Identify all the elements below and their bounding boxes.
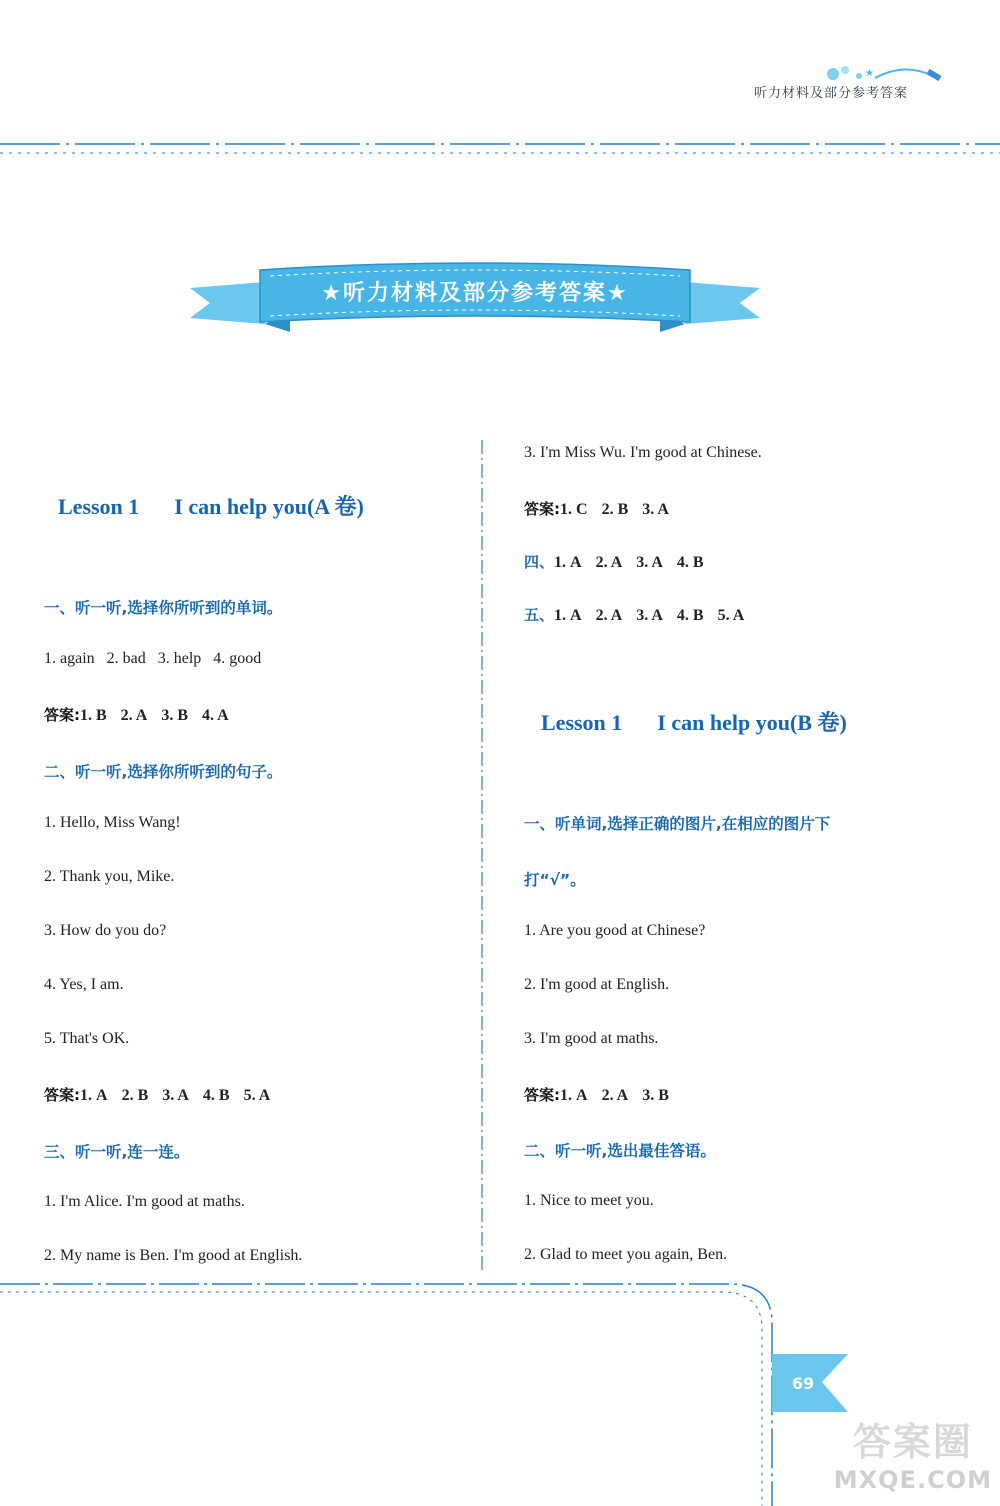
top-divider <box>0 140 1000 160</box>
column-divider <box>481 440 483 1270</box>
answer-row: 答案:1. A 2. A 3. B <box>524 1086 669 1104</box>
section-1-heading: 一、听一听,选择你所听到的单词。 <box>44 599 283 617</box>
sentence-line: 2. Glad to meet you again, Ben. <box>524 1246 728 1263</box>
sentence-line: 2. My name is Ben. I'm good at English. <box>44 1247 303 1264</box>
sentence-line: 5. That's OK. <box>44 1030 130 1047</box>
answer-row: 答案:1. B 2. A 3. B 4. A <box>44 706 229 724</box>
lesson-a-title: Lesson 1 I can help you(A 卷) <box>58 494 364 519</box>
watermark-logo: 答案圈 MXQE.COM <box>833 1420 992 1494</box>
section-b2-heading: 二、听一听,选出最佳答语。 <box>524 1142 716 1160</box>
answer-row: 答案:1. C 2. B 3. A <box>524 500 669 518</box>
sentence-line: 4. Yes, I am. <box>44 976 124 993</box>
sentence-line: 1. I'm Alice. I'm good at maths. <box>44 1193 245 1210</box>
sentence-line: 1. Hello, Miss Wang! <box>44 814 181 831</box>
section-b1-heading: 一、听单词,选择正确的图片,在相应的图片下 <box>524 815 831 833</box>
sentence-line: 3. How do you do? <box>44 922 167 939</box>
sentence-line: 2. Thank you, Mike. <box>44 868 175 885</box>
page-number: 69 <box>791 1374 815 1393</box>
answer-row: 五、1. A 2. A 3. A 4. B 5. A <box>524 606 745 624</box>
sentence-line: 1. Are you good at Chinese? <box>524 922 706 939</box>
sentence-line: 3. I'm Miss Wu. I'm good at Chinese. <box>524 444 762 461</box>
banner-title: ★听力材料及部分参考答案★ <box>321 281 629 306</box>
answer-row: 四、1. A 2. A 3. A 4. B <box>524 553 704 571</box>
sentence-line: 3. I'm good at maths. <box>524 1030 659 1047</box>
answer-row: 答案:1. A 2. B 3. A 4. B 5. A <box>44 1086 271 1104</box>
svg-text:★: ★ <box>865 68 874 79</box>
sentence-line: 1. Nice to meet you. <box>524 1192 654 1209</box>
word-list: 1. again 2. bad 3. help 4. good <box>44 650 262 667</box>
section-b1-heading-cont: 打“√”。 <box>524 871 586 889</box>
sentence-line: 2. I'm good at English. <box>524 976 670 993</box>
header-note: 听力材料及部分参考答案 <box>753 86 908 101</box>
section-2-heading: 二、听一听,选择你所听到的句子。 <box>44 763 283 781</box>
section-3-heading: 三、听一听,连一连。 <box>44 1143 190 1161</box>
lesson-b-title: Lesson 1 I can help you(B 卷) <box>541 710 847 735</box>
